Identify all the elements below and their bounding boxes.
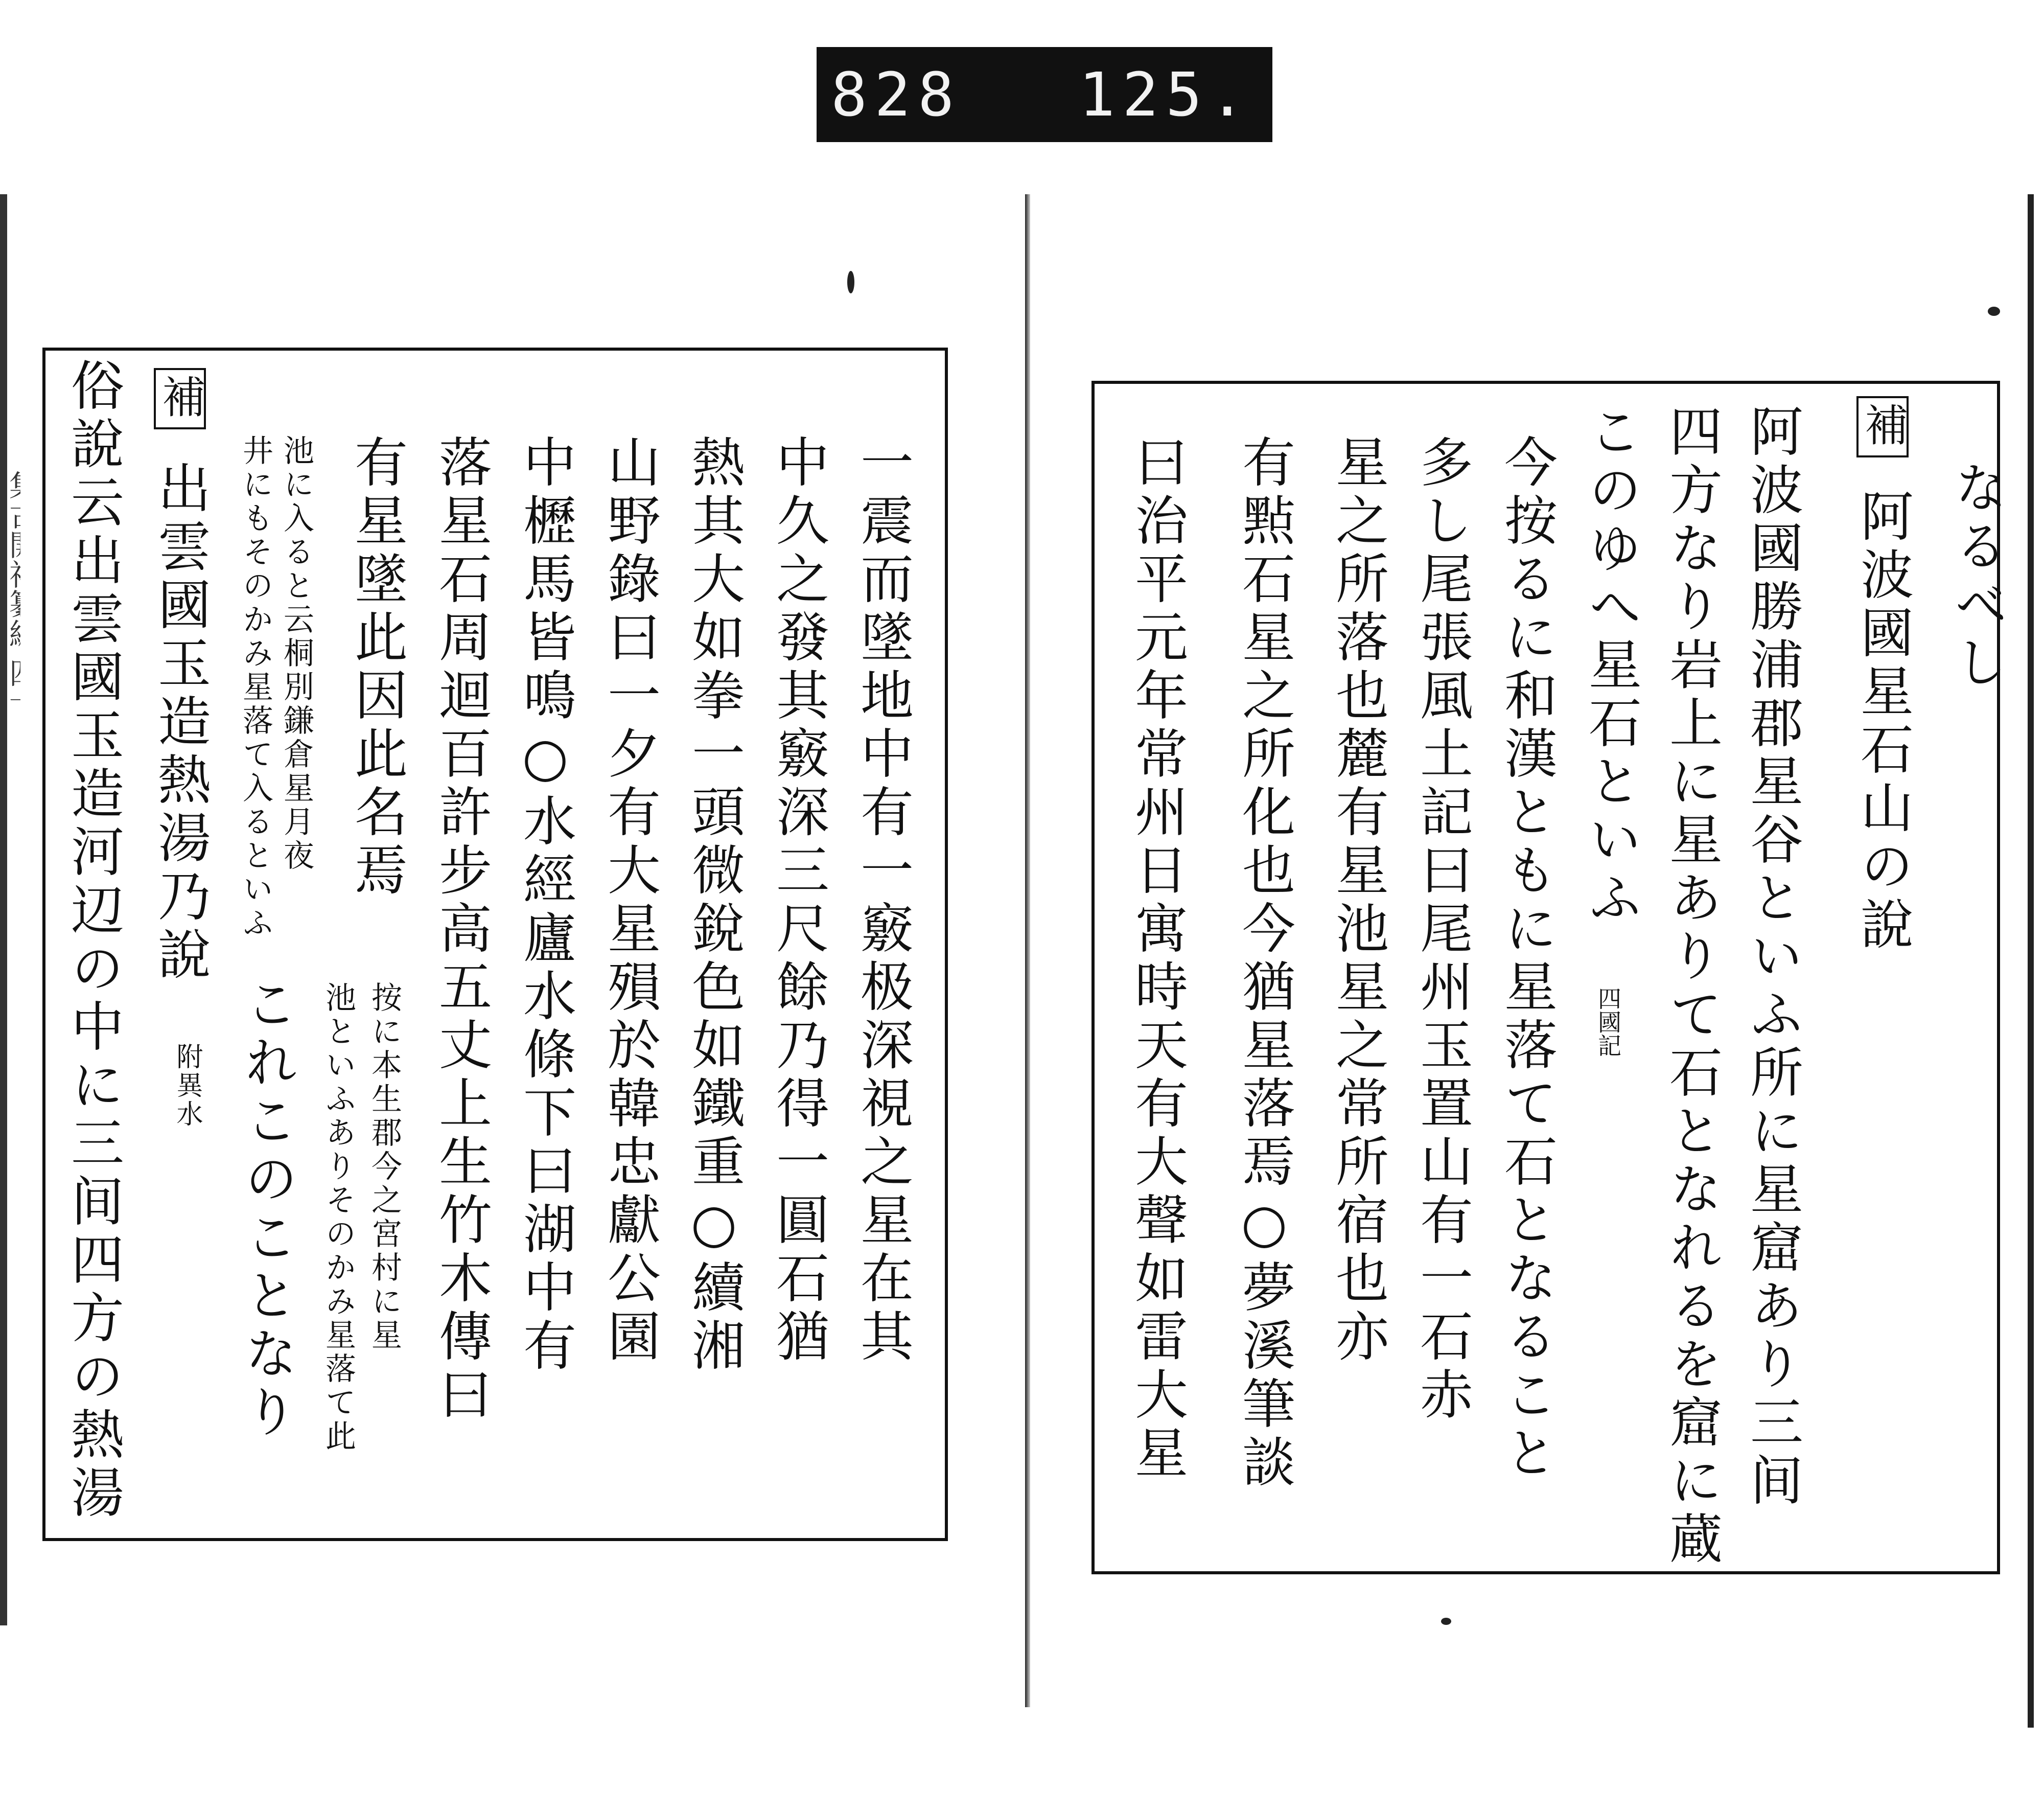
left-column-1: 一震而墜地中有一竅极深視之星在其: [851, 434, 914, 1367]
left-column-7: 有星墜此因此名焉: [345, 434, 408, 901]
right-source-note: 四國記: [1594, 986, 1622, 1057]
supplement-tag-left: 補: [154, 368, 206, 429]
right-column-8: 曰治平元年常州日寓時天有大聲如雷大星: [1126, 434, 1188, 1483]
right-column-1: 阿波國勝浦郡星谷といふ所に星窟あり三间: [1741, 404, 1803, 1511]
ink-smudge: [1988, 307, 2000, 316]
ink-smudge: [1441, 1618, 1451, 1625]
right-column-3: このゆへ星石といふ: [1580, 404, 1642, 928]
annex-label: 附異水: [172, 1043, 202, 1129]
left-column-last: 俗說云出雲國玉造河辺の中に三间四方の熱湯: [62, 358, 124, 1523]
left-column-6: 落星石周迴百許步高五丈上生竹木傳曰: [430, 434, 492, 1425]
left-note-column-2: 池といふありそのかみ星落て此: [320, 981, 356, 1454]
left-note-column-1: 按に本生郡今之宮村に星: [366, 981, 402, 1352]
left-heading-column: [149, 368, 211, 985]
archive-number-left: 828: [831, 59, 962, 130]
right-heading-column: [1851, 396, 1914, 955]
right-column-2: 四方なり岩上に星ありて石となれるを窟に蔵: [1660, 404, 1723, 1569]
right-column-4: 今按るに和漢ともに星落て石となること: [1495, 434, 1558, 1483]
left-tail-column: これこのことなり: [236, 976, 298, 1442]
right-intro-column: なるべし: [1945, 460, 2008, 693]
left-column-2: 中久之發其竅深三尺餘乃得一圓石猶: [767, 434, 829, 1367]
left-column-5: 中櫪馬皆鳴○水經廬水條下曰湖中有: [514, 434, 576, 1376]
book-edge-left: [0, 194, 7, 1625]
right-column-7: 有㸃石星之所化也今猶星落焉○夢溪筆談: [1233, 434, 1295, 1493]
left-note-column-4: 井にもそのかみ星落て入るといふ: [238, 434, 273, 940]
left-note-column-3: 池に入ると云桐別鎌倉星月夜: [278, 434, 314, 873]
archive-label: [817, 47, 1272, 142]
right-column-6: 星之所落也麓有星池星之常所宿也亦: [1327, 434, 1389, 1367]
right-heading-text: 阿波國星石山の說: [1851, 489, 1914, 955]
left-column-3: 熱其大如拳一頭微銳色如鐵重○續湘: [683, 434, 745, 1376]
right-column-5: 多し尾張風土記曰尾州玉置山有一石赤: [1411, 434, 1473, 1425]
book-gutter: [1025, 194, 1030, 1707]
left-heading-text: 出雲國玉造熱湯乃說: [149, 461, 211, 985]
left-column-4: 山野錄曰一夕有大星殞於韓忠獻公園: [598, 434, 661, 1367]
archive-number-right: 125.: [1079, 59, 1253, 130]
supplement-tag: 補: [1856, 396, 1909, 457]
book-edge-right: [2028, 194, 2034, 1728]
ink-smudge: [847, 271, 854, 293]
